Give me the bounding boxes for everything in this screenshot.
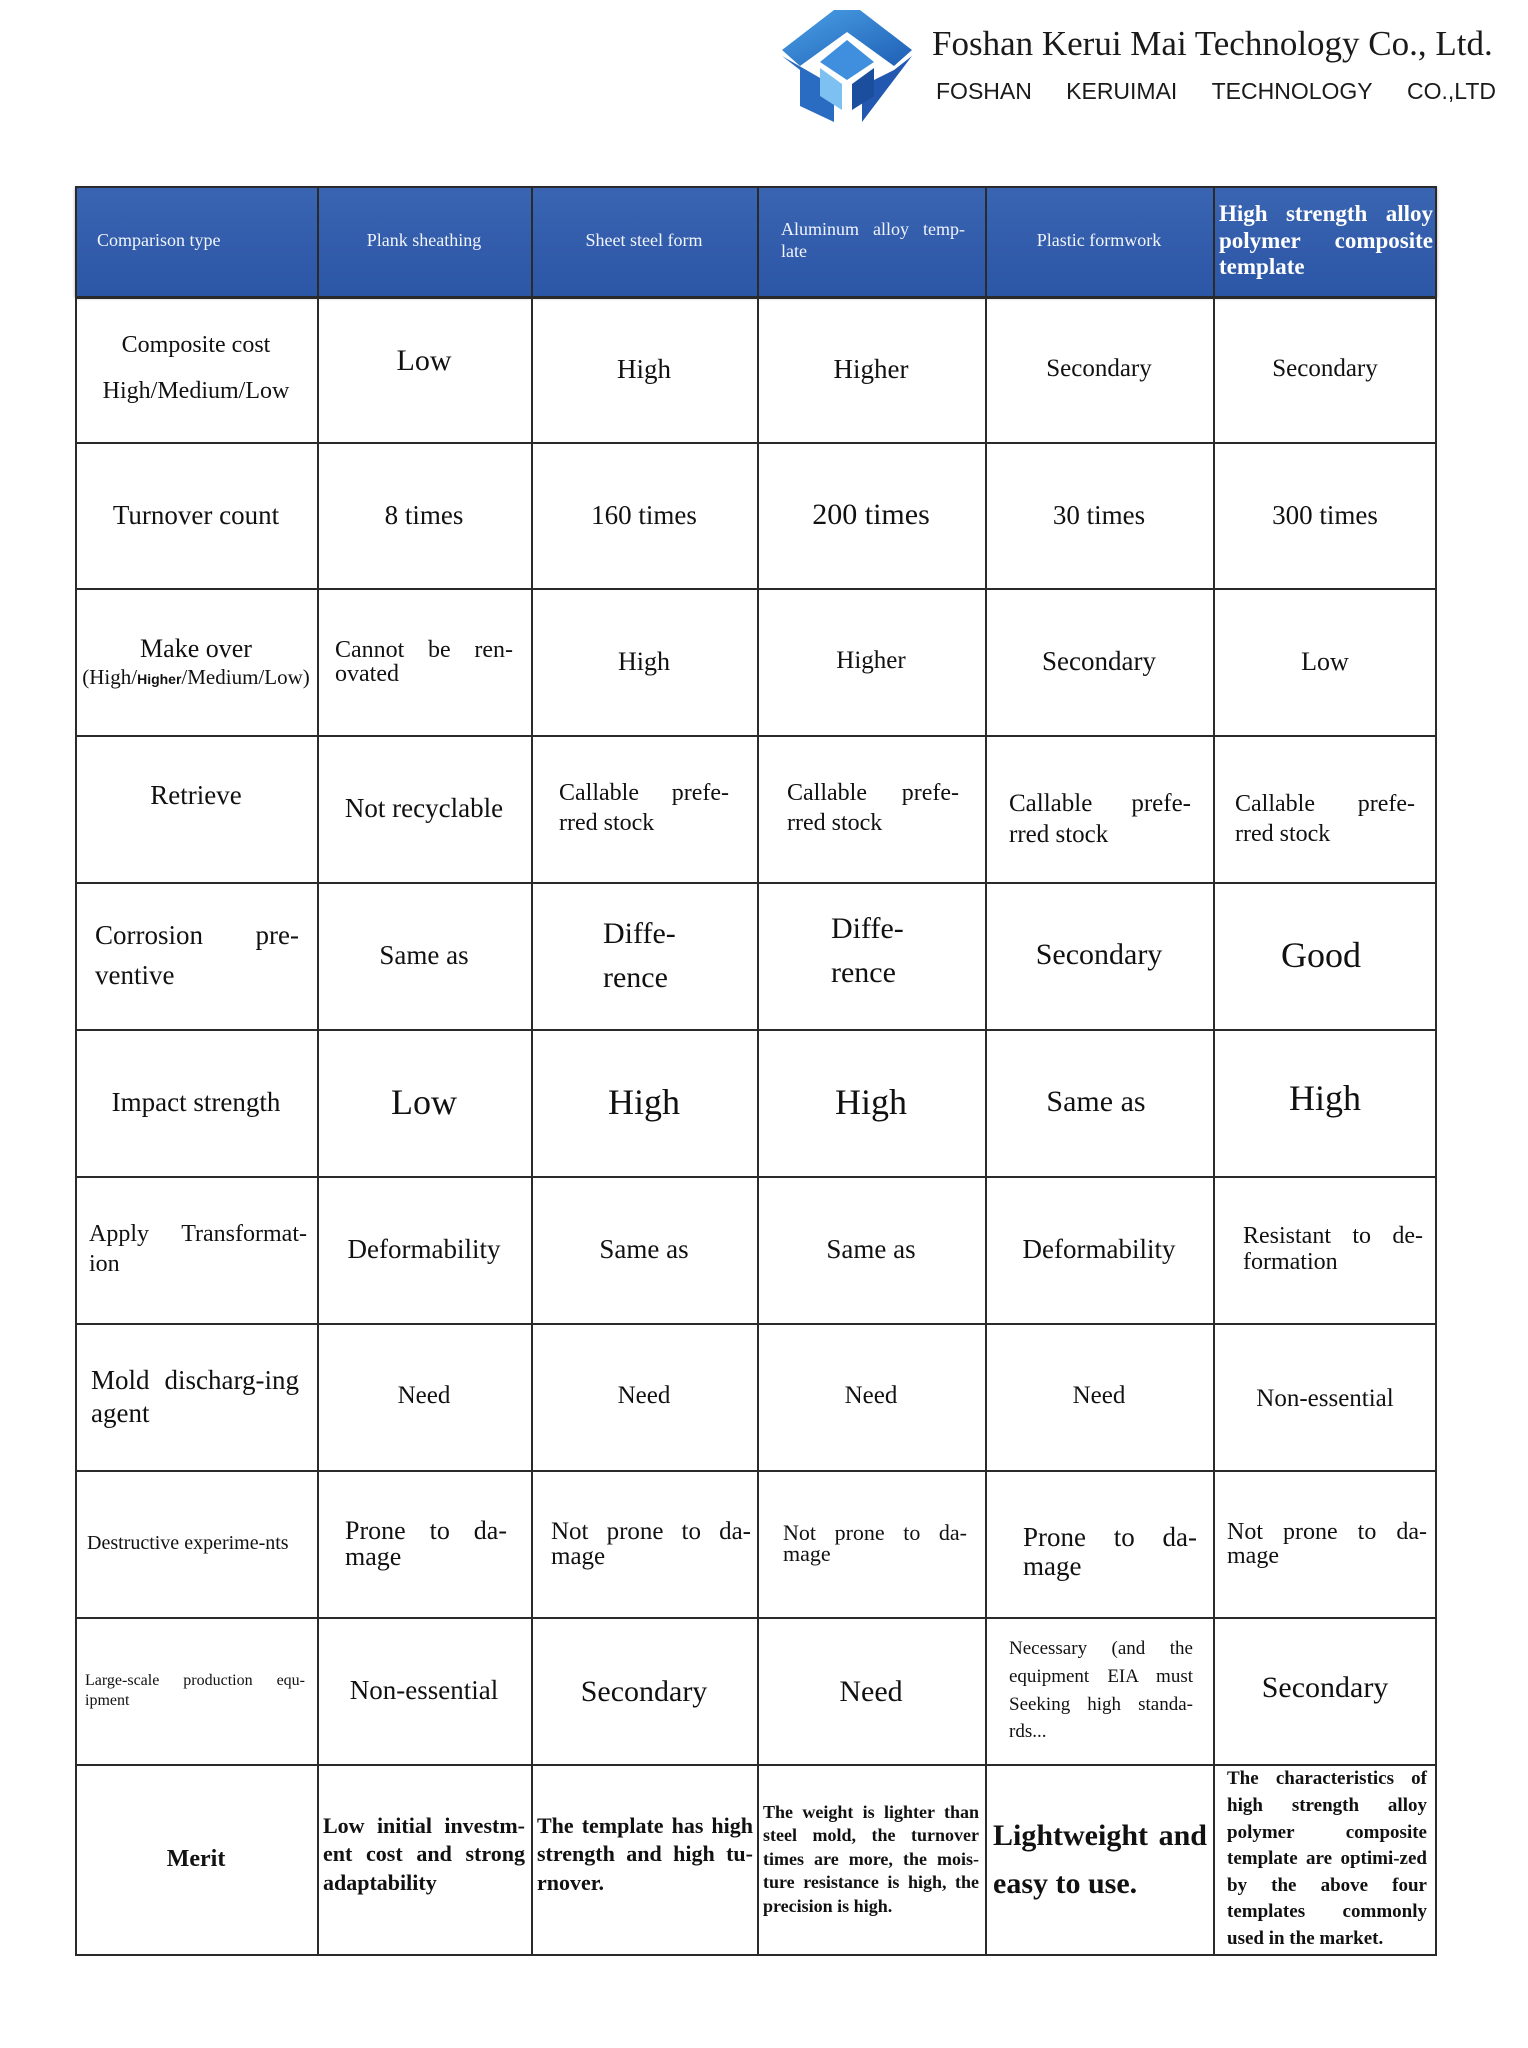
row-type-scale — [82, 665, 310, 691]
row-type-retrieve: Retrieve — [150, 780, 242, 811]
table-cell: Higher — [836, 647, 906, 675]
table-cell: Not prone to da-mage — [1227, 1518, 1427, 1569]
table-cell: Callable prefe-rred stock — [787, 780, 959, 836]
table-cell: Non-essential — [1256, 1385, 1394, 1413]
table-cell: 200 times — [812, 497, 930, 531]
row-type-impact-strength: Impact strength — [111, 1087, 281, 1118]
table-cell: Higher — [833, 353, 909, 384]
table-cell: Secondary — [1261, 1671, 1389, 1705]
table-cell: Secondary — [1272, 354, 1378, 382]
table-cell: High — [618, 646, 670, 676]
table-cell: 30 times — [1052, 499, 1146, 530]
table-cell: High — [1289, 1077, 1361, 1118]
row-type-line: High/Medium/Low — [102, 378, 290, 404]
table-cell: Same as — [826, 1234, 916, 1265]
table-grid-line — [75, 186, 77, 1955]
table-grid-line — [1213, 186, 1215, 1955]
table-grid-line — [75, 296, 1437, 299]
table-cell: Same as — [1046, 1085, 1146, 1119]
table-cell: Not prone to da-mage — [551, 1517, 751, 1570]
table-grid-line — [985, 186, 987, 1955]
table-cell: Need — [1072, 1382, 1126, 1410]
table-cell: Prone to da-mage — [345, 1515, 507, 1571]
table-cell: Diffe-rence — [603, 917, 676, 994]
table-cell: Secondary — [1035, 938, 1163, 972]
company-subtitle-word: TECHNOLOGY — [1211, 78, 1373, 104]
table-cell: Secondary — [580, 1675, 708, 1709]
table-cell: 300 times — [1272, 499, 1378, 530]
table-cell: 8 times — [384, 499, 464, 530]
table-grid-line — [75, 186, 1437, 188]
row-type-line: Make over — [140, 633, 252, 663]
table-cell: Deformability — [1022, 1234, 1176, 1265]
table-cell: High — [608, 1081, 680, 1122]
table-cell: High — [617, 353, 671, 384]
table-grid-line — [75, 442, 1437, 444]
table-grid-line — [75, 588, 1437, 590]
table-cell: Necessary (and the equipment EIA must Seeking high standa-rds... — [1009, 1638, 1193, 1743]
header-aluminum-alloy: Aluminum alloy temp-late — [781, 219, 965, 261]
company-logo-icon — [782, 10, 912, 122]
table-cell: Low initial investm-ent cost and strong adaptability — [323, 1812, 525, 1895]
table-cell: Not prone to da-mage — [783, 1519, 967, 1566]
table-cell: Good — [1281, 934, 1361, 975]
table-grid-line — [317, 186, 319, 1955]
table-cell: Low — [396, 343, 452, 377]
row-type-large-scale-equipment: Large-scale production equ-ipment — [85, 1671, 305, 1709]
table-cell: The template has high strength and high tu-rnover. — [537, 1812, 753, 1895]
row-type-turnover-count: Turnover count — [112, 499, 280, 530]
table-cell: Callable prefe-rred stock — [1009, 790, 1191, 848]
table-cell: Non-essential — [349, 1675, 499, 1706]
header-hsap-template: High strength alloy polymer composite template — [1219, 200, 1433, 280]
table-cell: Callable prefe-rred stock — [1235, 791, 1415, 847]
table-cell: Need — [617, 1382, 671, 1410]
table-cell: Same as — [379, 940, 469, 971]
table-cell: 160 times — [591, 499, 697, 530]
table-cell: Diffe-rence — [831, 912, 904, 989]
company-subtitle-word: KERUIMAI — [1066, 78, 1178, 104]
table-grid-line — [75, 1617, 1437, 1619]
table-grid-line — [75, 1029, 1437, 1031]
row-type-merit: Merit — [166, 1845, 226, 1872]
table-cell: Low — [391, 1081, 457, 1122]
table-cell: Same as — [599, 1234, 689, 1265]
table-grid-line — [75, 1764, 1437, 1766]
table-grid-line — [1435, 186, 1437, 1955]
table-cell: The weight is lighter than steel mold, the turnover times are more, the mois-ture resistance is high, the precision is high. — [763, 1802, 979, 1916]
table-grid-line — [75, 735, 1437, 737]
table-cell: Low — [1301, 646, 1349, 676]
table-cell: Need — [839, 1675, 903, 1709]
table-cell: High — [835, 1081, 907, 1122]
table-grid-line — [75, 1954, 1437, 1956]
row-type-destructive-experiments: Destructive experime-nts — [87, 1532, 289, 1555]
table-cell: Secondary — [1046, 354, 1152, 382]
row-type-line: Composite cost — [121, 332, 271, 359]
table-cell: Cannot be ren-ovated — [335, 636, 513, 687]
header-sheet-steel-form: Sheet steel form — [585, 230, 703, 251]
table-grid-line — [75, 1470, 1437, 1472]
row-type-scale-small: Higher — [137, 670, 182, 687]
company-subtitle-word: CO.,LTD — [1406, 78, 1496, 104]
company-subtitle — [936, 78, 1496, 105]
table-cell: Need — [844, 1382, 898, 1410]
row-type-scale-part: /Medium/Low) — [181, 664, 310, 689]
row-type-scale-part: (High/ — [82, 664, 138, 689]
table-cell: Resistant to de-formation — [1243, 1223, 1423, 1275]
table-grid-line — [75, 1323, 1437, 1325]
table-cell: Deformability — [347, 1234, 501, 1265]
table-cell: The characteristics of high strength alloy polymer composite template are optimi-zed by the above four templates commonly used in the market. — [1227, 1768, 1427, 1949]
comparison-table — [75, 186, 1437, 1955]
row-type-mold-discharging-agent: Mold discharg-ing agent — [91, 1364, 299, 1428]
row-type-composite-cost — [75, 296, 317, 442]
table-cell: Prone to da-mage — [1023, 1522, 1197, 1581]
table-cell: Lightweight and easy to use. — [993, 1818, 1207, 1900]
row-type-make-over — [75, 588, 317, 735]
header-plastic-formwork: Plastic formwork — [1036, 230, 1162, 251]
header-plank-sheathing: Plank sheathing — [366, 230, 482, 251]
table-grid-line — [75, 1176, 1437, 1178]
company-name: Foshan Kerui Mai Technology Co., Ltd. — [932, 24, 1493, 63]
table-grid-line — [75, 882, 1437, 884]
table-cell: Callable prefe-rred stock — [559, 780, 729, 836]
table-grid-line — [531, 186, 533, 1955]
header-comparison-type: Comparison type — [97, 230, 221, 251]
table-cell: Secondary — [1042, 646, 1156, 677]
table-cell: Not recyclable — [344, 793, 504, 824]
table-grid-line — [757, 186, 759, 1955]
company-subtitle-word: FOSHAN — [936, 78, 1032, 104]
table-cell: Need — [397, 1382, 451, 1410]
row-type-apply-transformation: Apply Transformat-ion — [89, 1221, 307, 1277]
row-type-corrosion: Corrosion pre-ventive — [95, 920, 299, 990]
